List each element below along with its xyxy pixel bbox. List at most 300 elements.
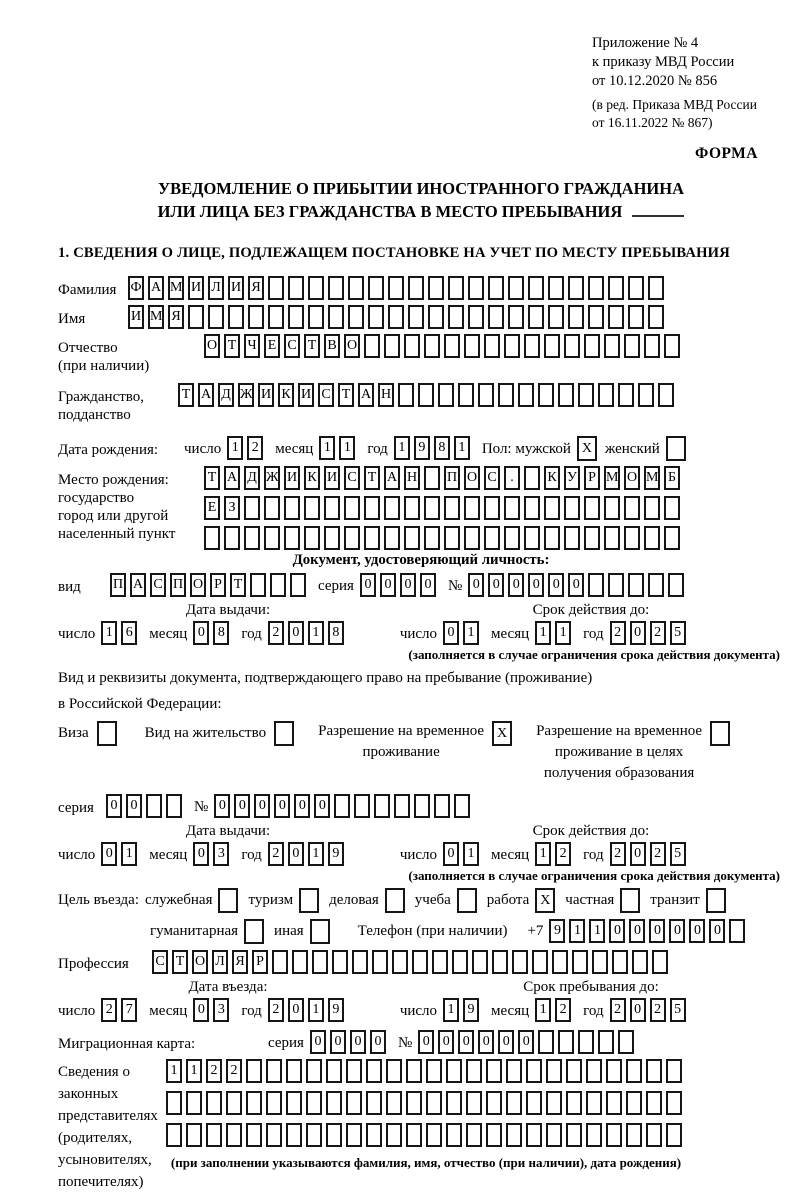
char-cell[interactable] — [506, 1123, 522, 1147]
char-cell[interactable] — [544, 496, 560, 520]
char-cell[interactable] — [414, 794, 430, 818]
char-cell[interactable] — [452, 950, 468, 974]
char-cell[interactable]: Е — [204, 496, 220, 520]
char-cell[interactable] — [632, 950, 648, 974]
char-cell[interactable] — [246, 1091, 262, 1115]
char-cell[interactable] — [308, 276, 324, 300]
char-cell[interactable]: П — [444, 466, 460, 490]
char-cell[interactable] — [446, 1059, 462, 1083]
char-cell[interactable]: 2 — [101, 998, 117, 1022]
char-cell[interactable] — [646, 1091, 662, 1115]
purpose-transit-checkbox[interactable] — [706, 888, 726, 913]
char-cell[interactable] — [666, 1091, 682, 1115]
char-cell[interactable]: 9 — [463, 998, 479, 1022]
char-cell[interactable] — [664, 526, 680, 550]
char-cell[interactable]: И — [188, 276, 204, 300]
char-cell[interactable] — [624, 496, 640, 520]
char-cell[interactable] — [324, 496, 340, 520]
char-cell[interactable] — [306, 1091, 322, 1115]
char-cell[interactable]: 0 — [443, 842, 459, 866]
char-cell[interactable]: 1 — [535, 621, 551, 645]
char-cell[interactable]: 0 — [518, 1030, 534, 1054]
char-cell[interactable] — [484, 496, 500, 520]
char-cell[interactable]: 0 — [548, 573, 564, 597]
char-cell[interactable] — [348, 276, 364, 300]
char-cell[interactable]: 0 — [669, 919, 685, 943]
char-cell[interactable]: 5 — [670, 998, 686, 1022]
char-cell[interactable]: 0 — [360, 573, 376, 597]
char-cell[interactable]: О — [344, 334, 360, 358]
char-cell[interactable]: З — [224, 496, 240, 520]
char-cell[interactable]: В — [324, 334, 340, 358]
char-cell[interactable]: 1 — [308, 621, 324, 645]
char-cell[interactable] — [438, 383, 454, 407]
char-cell[interactable]: 0 — [214, 794, 230, 818]
char-cell[interactable] — [484, 334, 500, 358]
char-cell[interactable]: 0 — [630, 621, 646, 645]
char-cell[interactable] — [166, 1123, 182, 1147]
char-cell[interactable]: 1 — [535, 842, 551, 866]
purpose-business-checkbox[interactable] — [385, 888, 405, 913]
char-cell[interactable] — [608, 276, 624, 300]
char-cell[interactable]: Л — [212, 950, 228, 974]
char-cell[interactable] — [606, 1123, 622, 1147]
char-cell[interactable]: 0 — [314, 794, 330, 818]
char-cell[interactable] — [584, 334, 600, 358]
char-cell[interactable] — [332, 950, 348, 974]
char-cell[interactable]: 1 — [394, 436, 410, 460]
char-cell[interactable] — [644, 526, 660, 550]
char-cell[interactable]: Р — [584, 466, 600, 490]
char-cell[interactable]: А — [358, 383, 374, 407]
char-cell[interactable]: Я — [168, 305, 184, 329]
char-cell[interactable]: Я — [232, 950, 248, 974]
char-cell[interactable] — [372, 950, 388, 974]
char-cell[interactable] — [644, 334, 660, 358]
char-cell[interactable]: С — [318, 383, 334, 407]
char-cell[interactable] — [584, 496, 600, 520]
char-cell[interactable] — [666, 1059, 682, 1083]
char-cell[interactable] — [406, 1091, 422, 1115]
char-cell[interactable] — [284, 526, 300, 550]
char-cell[interactable] — [398, 383, 414, 407]
char-cell[interactable] — [288, 276, 304, 300]
char-cell[interactable]: 8 — [213, 621, 229, 645]
char-cell[interactable]: 0 — [689, 919, 705, 943]
char-cell[interactable] — [638, 383, 654, 407]
char-cell[interactable] — [468, 276, 484, 300]
char-cell[interactable] — [384, 526, 400, 550]
char-cell[interactable] — [484, 526, 500, 550]
char-cell[interactable] — [588, 573, 604, 597]
char-cell[interactable]: 0 — [380, 573, 396, 597]
char-cell[interactable] — [352, 950, 368, 974]
char-cell[interactable] — [572, 950, 588, 974]
temp-residence-edu-checkbox[interactable] — [710, 721, 730, 746]
sex-female-checkbox[interactable] — [666, 436, 686, 461]
char-cell[interactable]: И — [324, 466, 340, 490]
char-cell[interactable]: Е — [264, 334, 280, 358]
char-cell[interactable]: 1 — [101, 621, 117, 645]
char-cell[interactable]: 2 — [650, 621, 666, 645]
char-cell[interactable]: П — [170, 573, 186, 597]
char-cell[interactable]: М — [644, 466, 660, 490]
char-cell[interactable]: 0 — [126, 794, 142, 818]
char-cell[interactable] — [558, 383, 574, 407]
char-cell[interactable] — [304, 526, 320, 550]
char-cell[interactable]: А — [384, 466, 400, 490]
purpose-humanitarian-checkbox[interactable] — [244, 919, 264, 944]
char-cell[interactable] — [406, 1059, 422, 1083]
char-cell[interactable]: 9 — [549, 919, 565, 943]
char-cell[interactable] — [366, 1059, 382, 1083]
char-cell[interactable] — [652, 950, 668, 974]
char-cell[interactable]: О — [204, 334, 220, 358]
char-cell[interactable]: Ж — [264, 466, 280, 490]
char-cell[interactable] — [228, 305, 244, 329]
char-cell[interactable] — [528, 305, 544, 329]
char-cell[interactable]: 2 — [610, 842, 626, 866]
char-cell[interactable] — [306, 1059, 322, 1083]
char-cell[interactable]: Б — [664, 466, 680, 490]
char-cell[interactable] — [426, 1059, 442, 1083]
char-cell[interactable] — [466, 1059, 482, 1083]
char-cell[interactable] — [558, 1030, 574, 1054]
char-cell[interactable]: 0 — [649, 919, 665, 943]
char-cell[interactable]: Т — [172, 950, 188, 974]
char-cell[interactable]: 0 — [274, 794, 290, 818]
char-cell[interactable] — [226, 1123, 242, 1147]
char-cell[interactable] — [628, 305, 644, 329]
char-cell[interactable] — [286, 1123, 302, 1147]
char-cell[interactable]: С — [152, 950, 168, 974]
char-cell[interactable] — [244, 526, 260, 550]
char-cell[interactable] — [268, 305, 284, 329]
char-cell[interactable]: А — [148, 276, 164, 300]
char-cell[interactable] — [604, 526, 620, 550]
char-cell[interactable]: 3 — [213, 842, 229, 866]
char-cell[interactable]: 0 — [709, 919, 725, 943]
char-cell[interactable] — [548, 276, 564, 300]
char-cell[interactable]: 0 — [310, 1030, 326, 1054]
char-cell[interactable] — [324, 526, 340, 550]
char-cell[interactable] — [308, 305, 324, 329]
char-cell[interactable]: А — [130, 573, 146, 597]
char-cell[interactable]: 1 — [463, 621, 479, 645]
char-cell[interactable] — [334, 794, 350, 818]
char-cell[interactable]: 1 — [227, 436, 243, 460]
char-cell[interactable] — [286, 1059, 302, 1083]
char-cell[interactable] — [206, 1123, 222, 1147]
char-cell[interactable] — [588, 276, 604, 300]
char-cell[interactable] — [444, 526, 460, 550]
char-cell[interactable]: С — [344, 466, 360, 490]
char-cell[interactable] — [646, 1123, 662, 1147]
char-cell[interactable] — [608, 305, 624, 329]
char-cell[interactable] — [412, 950, 428, 974]
char-cell[interactable] — [618, 383, 634, 407]
char-cell[interactable]: И — [298, 383, 314, 407]
char-cell[interactable] — [286, 1091, 302, 1115]
char-cell[interactable] — [664, 496, 680, 520]
char-cell[interactable] — [566, 1059, 582, 1083]
char-cell[interactable]: 0 — [294, 794, 310, 818]
char-cell[interactable] — [284, 496, 300, 520]
char-cell[interactable] — [432, 950, 448, 974]
char-cell[interactable] — [392, 950, 408, 974]
char-cell[interactable] — [354, 794, 370, 818]
purpose-tourism-checkbox[interactable] — [299, 888, 319, 913]
char-cell[interactable]: 8 — [328, 621, 344, 645]
char-cell[interactable] — [364, 526, 380, 550]
char-cell[interactable] — [646, 1059, 662, 1083]
char-cell[interactable]: Р — [210, 573, 226, 597]
char-cell[interactable] — [624, 334, 640, 358]
char-cell[interactable] — [524, 466, 540, 490]
char-cell[interactable] — [368, 276, 384, 300]
char-cell[interactable] — [512, 950, 528, 974]
char-cell[interactable] — [264, 496, 280, 520]
char-cell[interactable] — [586, 1091, 602, 1115]
purpose-private-checkbox[interactable] — [620, 888, 640, 913]
char-cell[interactable]: 0 — [498, 1030, 514, 1054]
char-cell[interactable] — [578, 1030, 594, 1054]
char-cell[interactable]: 2 — [555, 998, 571, 1022]
char-cell[interactable]: 1 — [339, 436, 355, 460]
char-cell[interactable]: 1 — [443, 998, 459, 1022]
char-cell[interactable] — [326, 1091, 342, 1115]
char-cell[interactable] — [454, 794, 470, 818]
char-cell[interactable]: 2 — [555, 842, 571, 866]
char-cell[interactable] — [292, 950, 308, 974]
char-cell[interactable] — [546, 1123, 562, 1147]
char-cell[interactable] — [384, 334, 400, 358]
char-cell[interactable] — [544, 526, 560, 550]
char-cell[interactable] — [424, 496, 440, 520]
char-cell[interactable]: 0 — [528, 573, 544, 597]
char-cell[interactable]: Ф — [128, 276, 144, 300]
char-cell[interactable]: 6 — [121, 621, 137, 645]
char-cell[interactable] — [526, 1123, 542, 1147]
char-cell[interactable] — [186, 1091, 202, 1115]
char-cell[interactable]: 1 — [589, 919, 605, 943]
char-cell[interactable] — [428, 305, 444, 329]
char-cell[interactable]: Т — [178, 383, 194, 407]
char-cell[interactable] — [664, 334, 680, 358]
char-cell[interactable]: О — [464, 466, 480, 490]
char-cell[interactable] — [346, 1123, 362, 1147]
char-cell[interactable] — [466, 1123, 482, 1147]
char-cell[interactable]: У — [564, 466, 580, 490]
char-cell[interactable] — [544, 334, 560, 358]
char-cell[interactable]: 0 — [418, 1030, 434, 1054]
char-cell[interactable]: 1 — [463, 842, 479, 866]
char-cell[interactable] — [598, 1030, 614, 1054]
char-cell[interactable] — [524, 526, 540, 550]
char-cell[interactable] — [729, 919, 745, 943]
char-cell[interactable]: 8 — [434, 436, 450, 460]
char-cell[interactable] — [608, 573, 624, 597]
char-cell[interactable]: 0 — [630, 842, 646, 866]
char-cell[interactable] — [344, 496, 360, 520]
char-cell[interactable] — [546, 1091, 562, 1115]
char-cell[interactable] — [288, 305, 304, 329]
char-cell[interactable]: 9 — [328, 842, 344, 866]
char-cell[interactable] — [444, 334, 460, 358]
char-cell[interactable] — [504, 526, 520, 550]
char-cell[interactable] — [666, 1123, 682, 1147]
char-cell[interactable]: 9 — [328, 998, 344, 1022]
char-cell[interactable] — [270, 573, 286, 597]
char-cell[interactable]: 0 — [400, 573, 416, 597]
char-cell[interactable] — [246, 1123, 262, 1147]
char-cell[interactable] — [564, 526, 580, 550]
char-cell[interactable] — [434, 794, 450, 818]
char-cell[interactable] — [586, 1059, 602, 1083]
char-cell[interactable] — [186, 1123, 202, 1147]
char-cell[interactable] — [366, 1091, 382, 1115]
char-cell[interactable] — [266, 1059, 282, 1083]
char-cell[interactable] — [464, 334, 480, 358]
char-cell[interactable]: 2 — [268, 998, 284, 1022]
char-cell[interactable]: 1 — [555, 621, 571, 645]
char-cell[interactable] — [404, 496, 420, 520]
char-cell[interactable] — [306, 1123, 322, 1147]
char-cell[interactable] — [248, 305, 264, 329]
char-cell[interactable]: 0 — [609, 919, 625, 943]
char-cell[interactable]: 0 — [101, 842, 117, 866]
char-cell[interactable] — [618, 1030, 634, 1054]
char-cell[interactable]: 0 — [350, 1030, 366, 1054]
char-cell[interactable]: 2 — [610, 998, 626, 1022]
char-cell[interactable]: 0 — [443, 621, 459, 645]
char-cell[interactable]: П — [110, 573, 126, 597]
char-cell[interactable] — [408, 305, 424, 329]
char-cell[interactable] — [628, 276, 644, 300]
char-cell[interactable] — [424, 526, 440, 550]
char-cell[interactable] — [426, 1091, 442, 1115]
char-cell[interactable]: О — [624, 466, 640, 490]
char-cell[interactable]: К — [304, 466, 320, 490]
char-cell[interactable] — [326, 1059, 342, 1083]
char-cell[interactable]: 3 — [213, 998, 229, 1022]
char-cell[interactable]: 2 — [268, 621, 284, 645]
char-cell[interactable] — [386, 1059, 402, 1083]
char-cell[interactable] — [464, 496, 480, 520]
char-cell[interactable]: Т — [224, 334, 240, 358]
char-cell[interactable]: 1 — [535, 998, 551, 1022]
char-cell[interactable]: А — [198, 383, 214, 407]
char-cell[interactable] — [506, 1091, 522, 1115]
char-cell[interactable] — [386, 1123, 402, 1147]
char-cell[interactable]: 0 — [568, 573, 584, 597]
char-cell[interactable]: Н — [378, 383, 394, 407]
char-cell[interactable]: И — [228, 276, 244, 300]
char-cell[interactable] — [538, 383, 554, 407]
char-cell[interactable] — [424, 334, 440, 358]
char-cell[interactable] — [146, 794, 162, 818]
char-cell[interactable]: 0 — [508, 573, 524, 597]
char-cell[interactable]: Л — [208, 276, 224, 300]
char-cell[interactable]: 1 — [121, 842, 137, 866]
char-cell[interactable]: Т — [230, 573, 246, 597]
char-cell[interactable]: 0 — [629, 919, 645, 943]
char-cell[interactable] — [344, 526, 360, 550]
char-cell[interactable] — [488, 305, 504, 329]
char-cell[interactable] — [406, 1123, 422, 1147]
char-cell[interactable]: С — [150, 573, 166, 597]
char-cell[interactable] — [446, 1123, 462, 1147]
char-cell[interactable] — [326, 1123, 342, 1147]
char-cell[interactable]: Т — [364, 466, 380, 490]
char-cell[interactable]: О — [192, 950, 208, 974]
char-cell[interactable]: 0 — [330, 1030, 346, 1054]
char-cell[interactable]: Ж — [238, 383, 254, 407]
char-cell[interactable] — [584, 526, 600, 550]
char-cell[interactable]: 0 — [193, 998, 209, 1022]
char-cell[interactable]: 0 — [193, 842, 209, 866]
char-cell[interactable] — [268, 276, 284, 300]
char-cell[interactable]: 5 — [670, 621, 686, 645]
char-cell[interactable] — [346, 1091, 362, 1115]
char-cell[interactable]: С — [484, 466, 500, 490]
char-cell[interactable]: 0 — [438, 1030, 454, 1054]
char-cell[interactable] — [492, 950, 508, 974]
char-cell[interactable] — [426, 1123, 442, 1147]
char-cell[interactable]: 0 — [288, 621, 304, 645]
char-cell[interactable]: 0 — [193, 621, 209, 645]
char-cell[interactable]: 1 — [308, 998, 324, 1022]
char-cell[interactable] — [546, 1059, 562, 1083]
char-cell[interactable] — [528, 276, 544, 300]
char-cell[interactable] — [508, 276, 524, 300]
char-cell[interactable] — [208, 305, 224, 329]
char-cell[interactable]: И — [258, 383, 274, 407]
char-cell[interactable] — [446, 1091, 462, 1115]
char-cell[interactable]: Р — [252, 950, 268, 974]
char-cell[interactable] — [388, 276, 404, 300]
char-cell[interactable] — [568, 305, 584, 329]
char-cell[interactable]: 1 — [308, 842, 324, 866]
char-cell[interactable] — [328, 305, 344, 329]
char-cell[interactable]: 2 — [650, 842, 666, 866]
char-cell[interactable]: 1 — [454, 436, 470, 460]
char-cell[interactable]: 2 — [650, 998, 666, 1022]
purpose-official-checkbox[interactable] — [218, 888, 238, 913]
char-cell[interactable] — [524, 334, 540, 358]
char-cell[interactable] — [418, 383, 434, 407]
char-cell[interactable] — [604, 334, 620, 358]
char-cell[interactable] — [648, 305, 664, 329]
char-cell[interactable]: К — [278, 383, 294, 407]
char-cell[interactable] — [464, 526, 480, 550]
char-cell[interactable] — [364, 496, 380, 520]
purpose-work-checkbox[interactable]: X — [535, 888, 555, 913]
char-cell[interactable]: 2 — [268, 842, 284, 866]
char-cell[interactable] — [312, 950, 328, 974]
char-cell[interactable] — [246, 1059, 262, 1083]
char-cell[interactable] — [506, 1059, 522, 1083]
char-cell[interactable]: 5 — [670, 842, 686, 866]
char-cell[interactable] — [564, 334, 580, 358]
char-cell[interactable]: 2 — [206, 1059, 222, 1083]
char-cell[interactable] — [448, 276, 464, 300]
char-cell[interactable] — [504, 496, 520, 520]
char-cell[interactable] — [626, 1091, 642, 1115]
char-cell[interactable] — [606, 1091, 622, 1115]
char-cell[interactable] — [598, 383, 614, 407]
char-cell[interactable] — [586, 1123, 602, 1147]
